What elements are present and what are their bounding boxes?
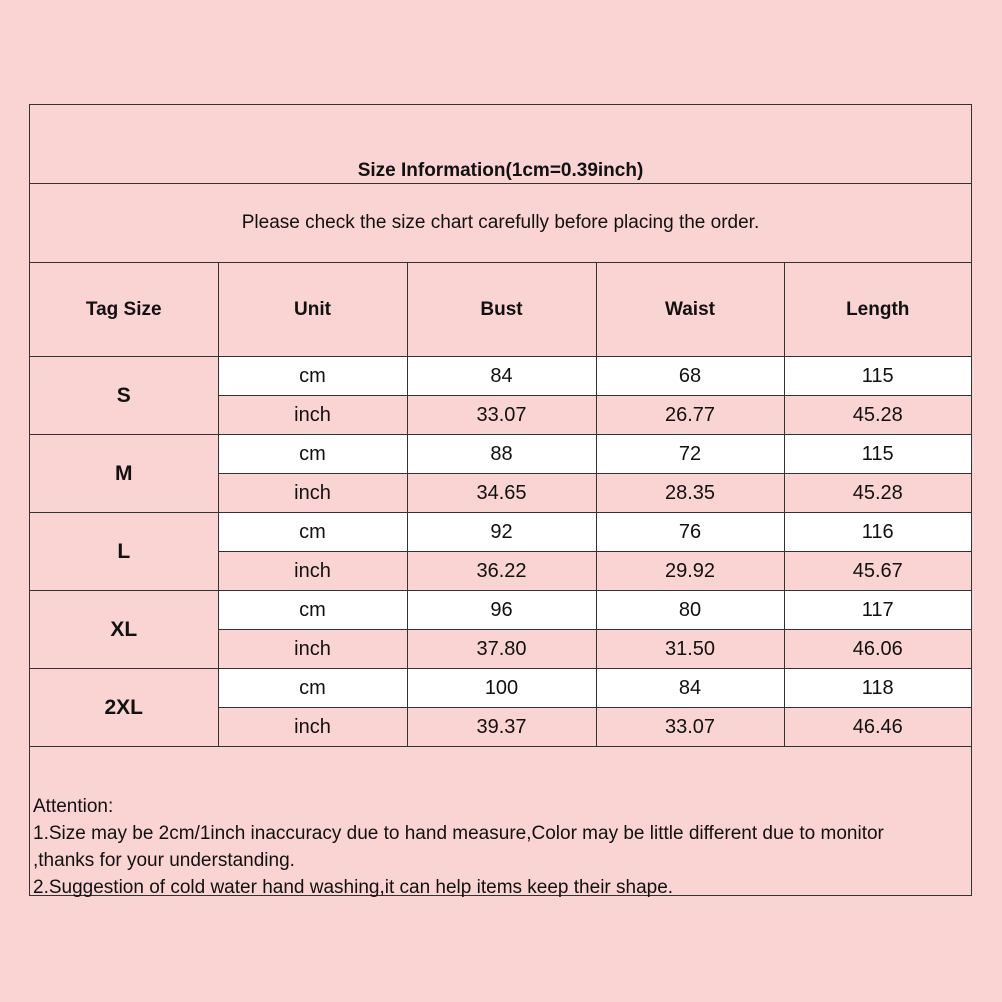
waist-cell: 80 [596,591,784,630]
waist-cell: 68 [596,357,784,396]
unit-cell: cm [218,669,407,708]
bust-cell: 88 [407,435,596,474]
length-cell: 115 [784,357,971,396]
length-cell: 117 [784,591,971,630]
tag-size-cell: L [30,513,218,591]
length-cell: 116 [784,513,971,552]
notice-text: Please check the size chart carefully before placing the order. [241,212,760,233]
length-cell: 46.46 [784,708,971,747]
length-cell: 45.28 [784,474,971,513]
length-cell: 45.28 [784,396,971,435]
title-row [30,105,971,184]
header-bust: Bust [407,263,596,357]
bust-cell: 33.07 [407,396,596,435]
tag-size-cell: 2XL [30,669,218,747]
unit-cell: cm [218,591,407,630]
bust-cell: 92 [407,513,596,552]
waist-cell: 84 [596,669,784,708]
header-length: Length [784,263,971,357]
unit-cell: inch [218,396,407,435]
table-row [30,591,971,630]
header-tag-size: Tag Size [30,263,218,357]
unit-cell: cm [218,357,407,396]
header-waist: Waist [596,263,784,357]
bust-cell: 100 [407,669,596,708]
unit-cell: cm [218,513,407,552]
bust-cell: 34.65 [407,474,596,513]
waist-cell: 72 [596,435,784,474]
unit-cell: inch [218,708,407,747]
bust-cell: 96 [407,591,596,630]
waist-cell: 76 [596,513,784,552]
waist-cell: 26.77 [596,396,784,435]
bust-cell: 37.80 [407,630,596,669]
unit-cell: cm [218,435,407,474]
table-row [30,357,971,396]
tag-size-cell: S [30,357,218,435]
tag-size-cell: M [30,435,218,513]
unit-cell: inch [218,630,407,669]
header-row [30,263,971,357]
waist-cell: 33.07 [596,708,784,747]
table-row [30,435,971,474]
header-unit: Unit [218,263,407,357]
bust-cell: 84 [407,357,596,396]
length-cell: 118 [784,669,971,708]
attention-heading: Attention: [33,796,114,817]
notice-row [30,184,971,263]
bust-cell: 36.22 [407,552,596,591]
table-row [30,513,971,552]
attention-line-2: 2.Suggestion of cold water hand washing,it can help items keep their shape. [33,877,674,898]
attention-line-1: 1.Size may be 2cm/1inch inaccuracy due to hand measure,Color may be little different due to monitor [33,823,884,844]
tag-size-cell: XL [30,591,218,669]
attention-line-1-continued: ,thanks for your understanding. [33,850,295,871]
length-cell: 115 [784,435,971,474]
size-chart [29,104,972,896]
unit-cell: inch [218,474,407,513]
table-row [30,669,971,708]
waist-cell: 28.35 [596,474,784,513]
attention-notes [33,793,969,901]
size-table [30,263,971,747]
waist-cell: 31.50 [596,630,784,669]
chart-title: Size Information(1cm=0.39inch) [357,160,644,181]
bust-cell: 39.37 [407,708,596,747]
waist-cell: 29.92 [596,552,784,591]
length-cell: 45.67 [784,552,971,591]
unit-cell: inch [218,552,407,591]
length-cell: 46.06 [784,630,971,669]
